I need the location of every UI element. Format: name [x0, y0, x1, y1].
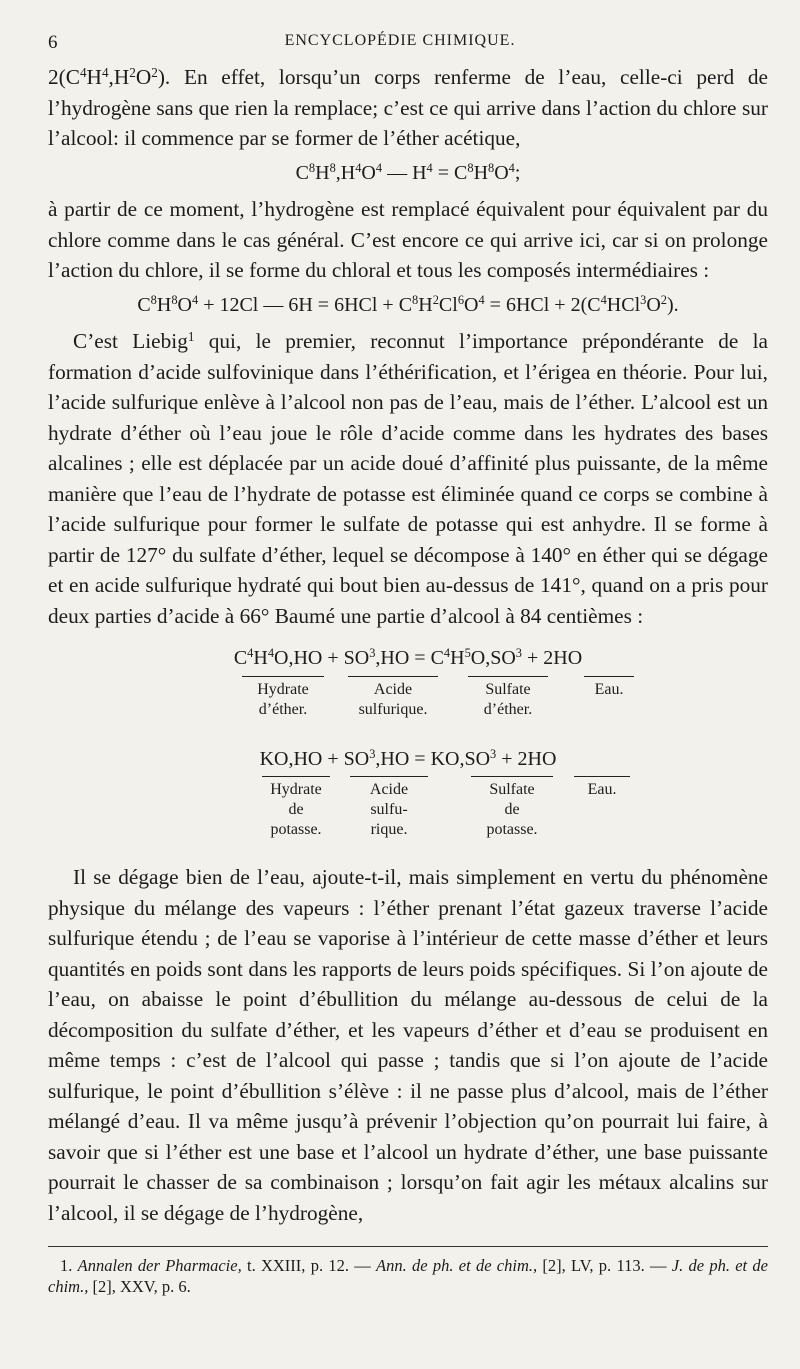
formula-ether-acetique: $C^8H^8,H^4O^4$ — $H^4 = C^8H^8O^4$;	[295, 160, 521, 184]
equation-potasse-sulfate: $KO,HO + SO^3,HO = KO,SO^3 + 2HO$	[259, 746, 557, 770]
subscript: 4	[101, 64, 109, 80]
footnote-ref[interactable]: 1	[187, 328, 195, 344]
equation-1-labels	[48, 676, 768, 732]
subscript: 2	[151, 64, 158, 80]
footnote-1: 1. Annalen der Pharmacie, t. XXIII, p. 12. — Ann. de ph. et de chim., [2], LV, p. 113. — J. de ph. et de chim., [2], XXV, p. 6.	[48, 1256, 768, 1296]
footnotes	[48, 1255, 768, 1297]
paragraph-4: Il se dégage bien de l’eau, ajoute-t-il, mais simplement en vertu du phénomène physique du mélange des vapeurs : l’éther prenant l’état gazeux traverse l’acide sulfurique étendu ; de l’eau se vaporise à l’intérieur de cette masse d’éther et leurs quantités en poids sont dans les rapports de leurs poids spécifiques. Si l’on ajoute de l’eau, on abaisse le point d’ébullition du mélange au-dessous de celui de la décomposition du sulfate d’éther, et les vapeurs d’éther et d’eau se produisent en même temps : c’est de l’alcool qui passe ; tandis que si l’on ajoute de l’acide sulfurique, le point d’ébullition s’élève : il ne passe plus d’alcool, mais de l’éther mélangé d’eau. Il va même jusqu’à prévenir l’objection qu’on pourrait lui faire, à savoir que si l’éther est une base et l’alcool un hydrate d’éther, une base puissante pourrait le chasser de sa combinaison ; lorsqu’on fait agir les métaux alcalins sur l’alcool, il se dégage de l’hydrogène,	[48, 865, 768, 1225]
running-title: ENCYCLOPÉDIE CHIMIQUE.	[284, 32, 516, 49]
paragraph-3: C’est Liebig$^1$ qui, le premier, reconnut l’importance prépondérante de la formation d’acide sulfovinique dans l’éthérification, et l’érigea en théorie. Pour lui, l’acide sulfurique enlève à l’alcool non pas de l’eau, mais de l’éther. L’alcool est un hydrate d’éther où l’eau joue le rôle d’acide comme dans les hydrates des bases alcalines ; elle est déplacée par un acide doué d’affinité plus puissante, de la même manière que l’eau de l’hydrate de potasse est éliminée quand ce corps se combine à l’acide sulfurique pour former le sulfate de potasse qui est anhydre. Il se forme à partir de 127° du sulfate d’éther, lequel se décompose à 140° en éther qui se dégage et en acide sulfurique hydraté qui bout bien au-dessus de 141°, quand on a pris pour deux parties d’acide à 66° Baumé une partie d’alcool à 84 centièmes :	[48, 328, 768, 628]
label-hydrate-potasse: Hydrate de potasse.	[262, 776, 330, 840]
label-acide-sulfurique: Acide sulfurique.	[348, 676, 438, 720]
page-number: 6	[48, 32, 58, 53]
subscript: 4	[79, 64, 87, 80]
label-eau: Eau.	[584, 676, 634, 700]
page-body	[48, 62, 768, 1228]
label-eau-2: Eau.	[574, 776, 630, 800]
equation-2-labels	[48, 776, 768, 856]
paragraph-1: $2(C^4H^4,H^2O^2)$. En effet, lorsqu’un corps renferme de l’eau, celle-ci perd de l’hydrogène sans que rien la remplace; c’est ce qui arrive dans l’action du chlore sur l’alcool: il commence par se former de l’éther acétique,	[48, 64, 768, 150]
paragraph-2: à partir de ce moment, l’hydrogène est remplacé équivalent pour équivalent par du chlore comme dans le cas général. C’est encore ce qui arrive ici, car si on prolonge l’action du chlore, il se forme du chloral et tous les composés intermédiaires :	[48, 197, 768, 282]
label-acide-sulfurique-2: Acide sulfu- rique.	[350, 776, 428, 840]
label-hydrate-ether: Hydrate d’éther.	[242, 676, 324, 720]
label-sulfate-potasse: Sulfate de potasse.	[471, 776, 553, 840]
label-sulfate-ether: Sulfate d’éther.	[468, 676, 548, 720]
equation-ether-sulfate: $C^4H^4O,HO + SO^3,HO = C^4H^5O,SO^3 + 2HO$	[233, 646, 583, 669]
formula-chloral: $C^8H^8O^4 + 12Cl$ — $6H = 6HCl + C^8H^2Cl^6O^4 = 6HCl + 2(C^4HCl^3O^2)$.	[137, 292, 679, 316]
subscript: 2	[129, 64, 136, 80]
footnote-rule	[48, 1246, 768, 1247]
page-header	[48, 32, 752, 56]
